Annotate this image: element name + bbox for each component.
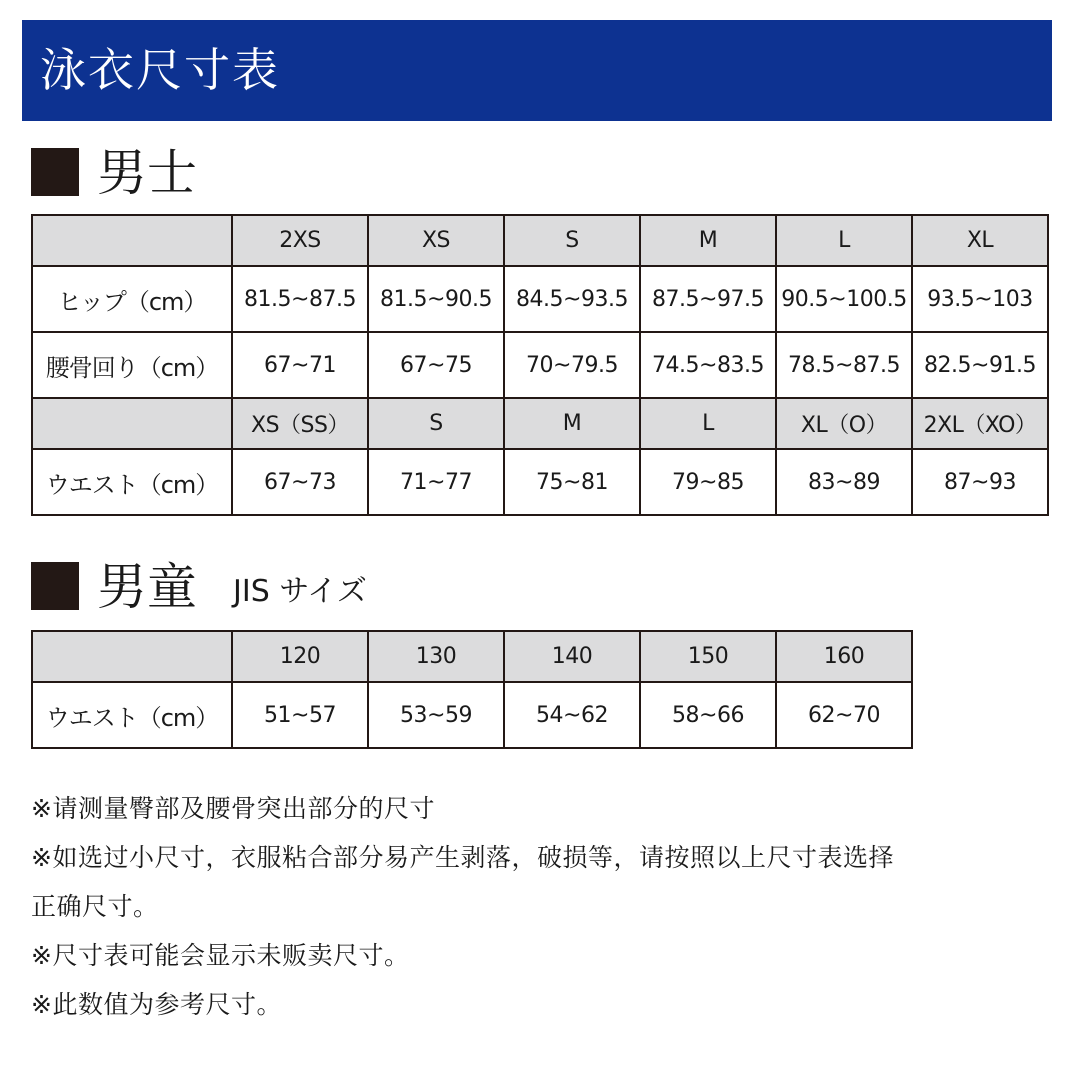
header-cell: S xyxy=(368,398,504,449)
row-label: ウエスト（cm） xyxy=(32,682,232,748)
boys-subheading: JIS サイズ xyxy=(233,574,367,609)
table-cell: 58~66 xyxy=(640,682,776,748)
table-cell: 75~81 xyxy=(504,449,640,515)
table-cell: 67~71 xyxy=(232,332,368,398)
table-cell: 87~93 xyxy=(912,449,1048,515)
table-cell: 70~79.5 xyxy=(504,332,640,398)
page-title: 泳衣尺寸表 xyxy=(40,43,280,97)
table-cell: 81.5~87.5 xyxy=(232,266,368,332)
note-line: ※此数值为参考尺寸。 xyxy=(31,990,282,1019)
table-cell: 62~70 xyxy=(776,682,912,748)
table-cell: 81.5~90.5 xyxy=(368,266,504,332)
header-cell: M xyxy=(504,398,640,449)
notes-list xyxy=(31,784,1061,1029)
table-cell: 84.5~93.5 xyxy=(504,266,640,332)
header-cell: 2XS xyxy=(232,215,368,266)
boys-heading: 男童 xyxy=(97,558,197,616)
table-cell: 83~89 xyxy=(776,449,912,515)
table-cell: 74.5~83.5 xyxy=(640,332,776,398)
note-line: ※如选过小尺寸，衣服粘合部分易产生剥落，破损等，请按照以上尺寸表选择 xyxy=(31,843,894,872)
table-cell: 90.5~100.5 xyxy=(776,266,912,332)
title-banner xyxy=(22,20,1052,121)
table-cell: 87.5~97.5 xyxy=(640,266,776,332)
header-cell xyxy=(32,398,232,449)
row-label: ヒップ（cm） xyxy=(32,266,232,332)
square-bullet-icon xyxy=(31,148,79,196)
men-waist-header-row xyxy=(32,398,1048,449)
men-heading: 男士 xyxy=(97,144,197,202)
table-row xyxy=(32,266,1048,332)
header-cell: 120 xyxy=(232,631,368,682)
table-cell: 78.5~87.5 xyxy=(776,332,912,398)
header-cell xyxy=(32,215,232,266)
table-row xyxy=(32,449,1048,515)
header-cell: S xyxy=(504,215,640,266)
header-cell: M xyxy=(640,215,776,266)
boys-header-row xyxy=(32,631,912,682)
header-cell: XL（O） xyxy=(776,398,912,449)
header-cell: XS xyxy=(368,215,504,266)
table-cell: 51~57 xyxy=(232,682,368,748)
header-cell: L xyxy=(640,398,776,449)
table-cell: 67~73 xyxy=(232,449,368,515)
table-cell: 71~77 xyxy=(368,449,504,515)
table-cell: 67~75 xyxy=(368,332,504,398)
header-cell: L xyxy=(776,215,912,266)
note-line: ※请测量臀部及腰骨突出部分的尺寸 xyxy=(31,794,435,823)
table-cell: 93.5~103 xyxy=(912,266,1048,332)
boys-size-table xyxy=(31,630,913,749)
table-row xyxy=(32,332,1048,398)
table-cell: 82.5~91.5 xyxy=(912,332,1048,398)
header-cell: XL xyxy=(912,215,1048,266)
square-bullet-icon xyxy=(31,562,79,610)
header-cell: 160 xyxy=(776,631,912,682)
row-label: ウエスト（cm） xyxy=(32,449,232,515)
note-line: ※尺寸表可能会显示未贩卖尺寸。 xyxy=(31,941,410,970)
header-cell: 2XL（XO） xyxy=(912,398,1048,449)
header-cell: 140 xyxy=(504,631,640,682)
table-cell: 53~59 xyxy=(368,682,504,748)
men-header-row xyxy=(32,215,1048,266)
note-line: 正确尺寸。 xyxy=(31,892,159,921)
header-cell: 130 xyxy=(368,631,504,682)
table-cell: 54~62 xyxy=(504,682,640,748)
header-cell: XS（SS） xyxy=(232,398,368,449)
table-row xyxy=(32,682,912,748)
row-label: 腰骨回り（cm） xyxy=(32,332,232,398)
table-cell: 79~85 xyxy=(640,449,776,515)
header-cell: 150 xyxy=(640,631,776,682)
header-cell xyxy=(32,631,232,682)
men-size-table xyxy=(31,214,1049,516)
